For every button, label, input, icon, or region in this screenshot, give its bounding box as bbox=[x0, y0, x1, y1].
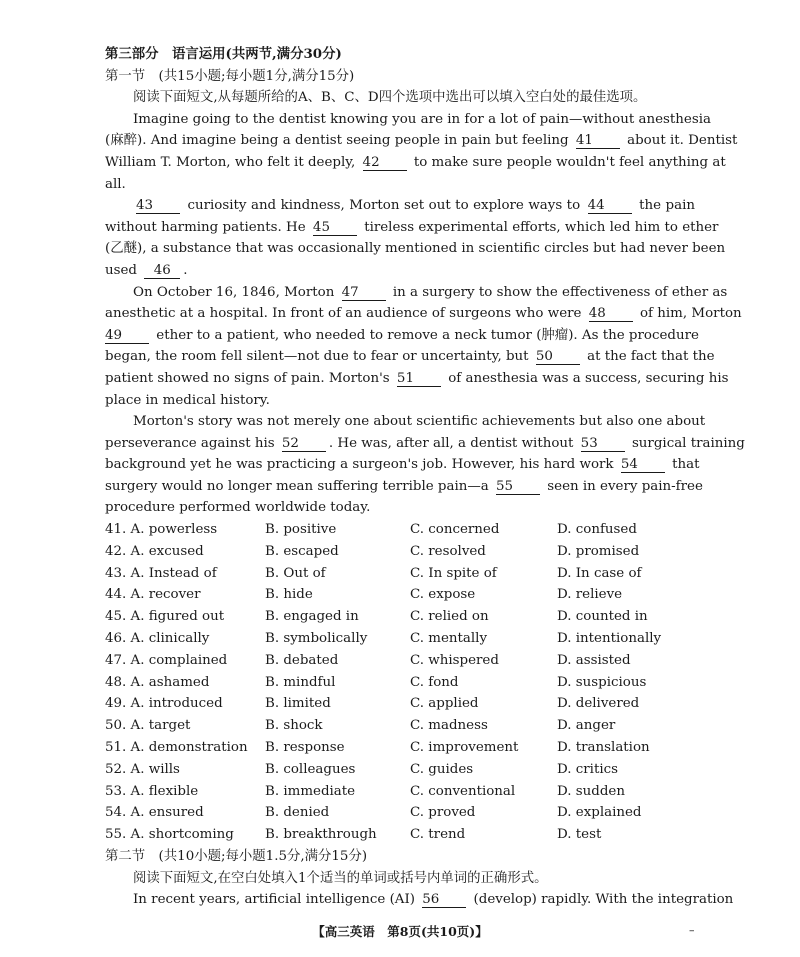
option: 53. A. flexible bbox=[105, 783, 199, 799]
option: 48. A. ashamed bbox=[105, 674, 210, 690]
option: D. relieve bbox=[557, 587, 623, 603]
option: D. critics bbox=[557, 761, 618, 777]
option-row bbox=[105, 628, 695, 650]
option: B. hide bbox=[265, 587, 313, 603]
option: D. assisted bbox=[557, 652, 631, 668]
option: D. translation bbox=[557, 740, 650, 756]
option: D. promised bbox=[557, 543, 640, 559]
option: B. denied bbox=[265, 805, 330, 821]
option: B. response bbox=[265, 740, 345, 756]
option: D. intentionally bbox=[557, 631, 662, 647]
option: D. sudden bbox=[557, 783, 625, 799]
option: D. anger bbox=[557, 718, 616, 734]
page-footer: 【高三英语 第8页(共10页)】 bbox=[312, 924, 488, 939]
passage-line: In recent years, artificial intelligence (AI) 56 (develop) rapidly. With the integration bbox=[133, 892, 734, 908]
passage-line: procedure performed worldwide today. bbox=[105, 500, 371, 516]
option-row bbox=[105, 563, 695, 585]
blank-56: 56 bbox=[422, 892, 466, 908]
option: B. breakthrough bbox=[265, 827, 377, 843]
option: 52. A. wills bbox=[105, 761, 180, 777]
option: 47. A. complained bbox=[105, 652, 228, 668]
option: D. delivered bbox=[557, 696, 640, 712]
option: C. whispered bbox=[410, 652, 499, 668]
option: C. expose bbox=[410, 587, 476, 603]
option: D. test bbox=[557, 827, 602, 843]
option-row bbox=[105, 693, 695, 715]
option: C. guides bbox=[410, 761, 474, 777]
option: B. mindful bbox=[265, 674, 336, 690]
option-row bbox=[105, 672, 695, 694]
option: C. conventional bbox=[410, 783, 516, 799]
option-row bbox=[105, 519, 695, 541]
option: B. positive bbox=[265, 522, 337, 538]
passage-line: without harming patients. He 45 tireless experimental efforts, which led him to ether bbox=[105, 219, 719, 235]
option: 44. A. recover bbox=[105, 587, 201, 603]
option: C. relied on bbox=[410, 609, 489, 625]
passage-line: 49 ether to a patient, who needed to remove a neck tumor (肿瘤). As the procedure bbox=[105, 327, 699, 343]
passage bbox=[105, 109, 745, 519]
blank-43: 43 bbox=[136, 198, 180, 214]
blank-41: 41 bbox=[576, 133, 620, 149]
options-table bbox=[105, 519, 695, 846]
passage-line: used 46 . bbox=[105, 262, 188, 278]
passage-line: (乙醚), a substance that was occasionally mentioned in scientific circles but had never been bbox=[105, 241, 726, 257]
passage-line: perseverance against his 52 . He was, after all, a dentist without 53 surgical training bbox=[105, 435, 745, 451]
blank-55: 55 bbox=[496, 479, 540, 495]
option: C. In spite of bbox=[410, 565, 497, 581]
section2-title: 第二节 (共10小题;每小题1.5分,满分15分) bbox=[105, 849, 368, 865]
option: 51. A. demonstration bbox=[105, 740, 248, 756]
blank-44: 44 bbox=[588, 198, 632, 214]
section2-instruction: 阅读下面短文,在空白处填入1个适当的单词或括号内单词的正确形式。 bbox=[133, 870, 548, 886]
blank-52: 52 bbox=[282, 436, 326, 452]
option-row bbox=[105, 759, 695, 781]
blank-46: 46 bbox=[144, 263, 180, 279]
passage-line: On October 16, 1846, Morton 47 in a surgery to show the effectiveness of ether as bbox=[133, 284, 728, 300]
option: C. madness bbox=[410, 718, 488, 734]
part-title: 第三部分 语言运用(共两节,满分30分) bbox=[105, 46, 342, 62]
option: 54. A. ensured bbox=[105, 805, 204, 821]
option: B. symbolically bbox=[265, 631, 368, 647]
option-row bbox=[105, 781, 695, 803]
option: C. concerned bbox=[410, 522, 500, 538]
option-row bbox=[105, 715, 695, 737]
blank-45: 45 bbox=[313, 220, 357, 236]
option: D. confused bbox=[557, 522, 637, 538]
option: 43. A. Instead of bbox=[105, 565, 217, 581]
passage-line: anesthetic at a hospital. In front of an audience of surgeons who were 48 of him, Morton bbox=[105, 306, 742, 322]
section1-instruction: 阅读下面短文,从每题所给的A、B、C、D四个选项中选出可以填入空白处的最佳选项。 bbox=[133, 90, 647, 106]
option-row bbox=[105, 650, 695, 672]
option-row bbox=[105, 802, 695, 824]
option: B. debated bbox=[265, 652, 339, 668]
passage-line: place in medical history. bbox=[105, 392, 270, 408]
passage-line: began, the room fell silent—not due to fear or uncertainty, but 50 at the fact that the bbox=[105, 349, 715, 365]
option: C. trend bbox=[410, 827, 466, 843]
passage-line: 43 curiosity and kindness, Morton set out to explore ways to 44 the pain bbox=[136, 198, 696, 214]
option: C. improvement bbox=[410, 740, 519, 756]
option: 49. A. introduced bbox=[105, 696, 223, 712]
option: B. limited bbox=[265, 696, 331, 712]
blank-48: 48 bbox=[589, 306, 633, 322]
passage-line: Imagine going to the dentist knowing you are in for a lot of pain—without anesthesia bbox=[133, 111, 711, 127]
option: D. In case of bbox=[557, 565, 642, 581]
option-row bbox=[105, 824, 695, 846]
option: C. mentally bbox=[410, 631, 488, 647]
option: 50. A. target bbox=[105, 718, 191, 734]
option: 42. A. excused bbox=[105, 543, 204, 559]
option: 41. A. powerless bbox=[105, 522, 218, 538]
blank-49: 49 bbox=[105, 328, 149, 344]
option: B. Out of bbox=[265, 565, 326, 581]
option-row bbox=[105, 541, 695, 563]
option: D. counted in bbox=[557, 609, 648, 625]
passage-line: all. bbox=[105, 176, 126, 192]
passage-line: surgery would no longer mean suffering terrible pain—a 55 seen in every pain-free bbox=[105, 478, 703, 494]
option-row bbox=[105, 737, 695, 759]
passage-line: (麻醉). And imagine being a dentist seeing people in pain but feeling 41 about it. Dentist bbox=[105, 133, 738, 149]
blank-42: 42 bbox=[363, 155, 407, 171]
option: B. immediate bbox=[265, 783, 356, 799]
option: 55. A. shortcoming bbox=[105, 827, 234, 843]
option-row bbox=[105, 584, 695, 606]
option: C. proved bbox=[410, 805, 476, 821]
option: C. applied bbox=[410, 696, 479, 712]
option: B. engaged in bbox=[265, 609, 359, 625]
blank-53: 53 bbox=[581, 436, 625, 452]
option: 45. A. figured out bbox=[105, 609, 225, 625]
option: B. shock bbox=[265, 718, 323, 734]
blank-54: 54 bbox=[621, 457, 665, 473]
option: C. fond bbox=[410, 674, 459, 690]
option: D. suspicious bbox=[557, 674, 647, 690]
corner-mark: – bbox=[689, 924, 695, 937]
passage-line: William T. Morton, who felt it deeply, 42 to make sure people wouldn't feel anything at bbox=[105, 154, 726, 170]
passage-line: patient showed no signs of pain. Morton's 51 of anesthesia was a success, securing his bbox=[105, 370, 729, 386]
passage-line: Morton's story was not merely one about scientific achievements but also one about bbox=[133, 414, 706, 430]
blank-51: 51 bbox=[397, 371, 441, 387]
exam-page bbox=[105, 44, 745, 911]
option: D. explained bbox=[557, 805, 642, 821]
option: C. resolved bbox=[410, 543, 486, 559]
section1-title: 第一节 (共15小题;每小题1分,满分15分) bbox=[105, 68, 355, 84]
option: B. colleagues bbox=[265, 761, 356, 777]
blank-47: 47 bbox=[342, 285, 386, 301]
blank-50: 50 bbox=[536, 349, 580, 365]
option-row bbox=[105, 606, 695, 628]
option: 46. A. clinically bbox=[105, 631, 210, 647]
option: B. escaped bbox=[265, 543, 339, 559]
passage-line: background yet he was practicing a surgeon's job. However, his hard work 54 that bbox=[105, 457, 700, 473]
